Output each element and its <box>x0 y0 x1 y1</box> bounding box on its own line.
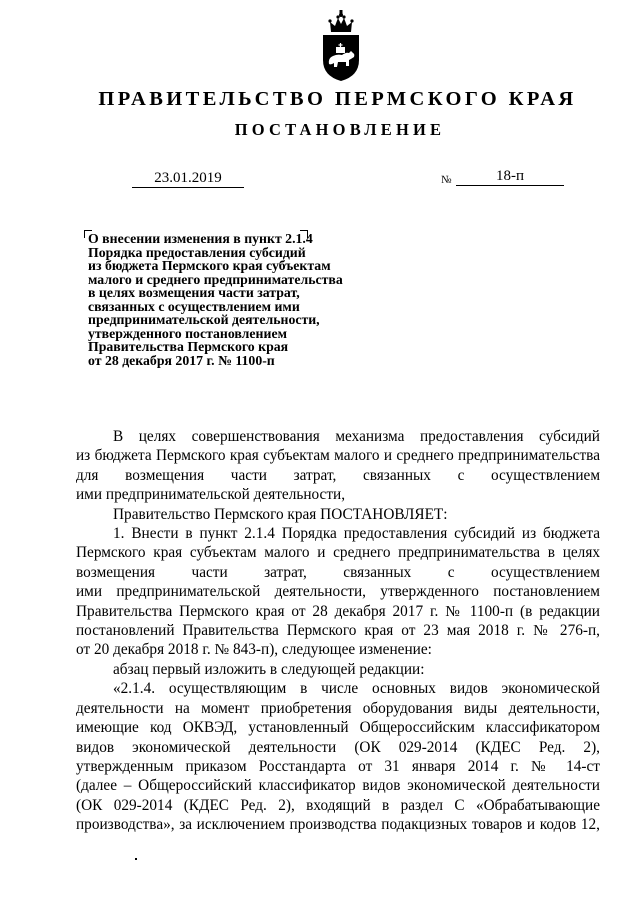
body-line: производства», за исключением производства подакцизных товаров и кодов 12, <box>76 816 600 834</box>
body-line: В целях совершенствования механизма предоставления субсидий <box>113 428 600 445</box>
body-line: от 20 декабря 2018 г. № 843-п), следующее изменение: <box>76 641 432 659</box>
body-line: ими предпринимательской деятельности, утвержденного постановлением <box>76 583 600 601</box>
subject-line: от 28 декабря 2017 г. № 1100-п <box>88 352 275 368</box>
body-line: Правительство Пермского края ПОСТАНОВЛЯЕТ: <box>113 505 448 523</box>
document-subject <box>88 232 378 367</box>
subject-line: из бюджета Пермского края субъектам <box>88 258 331 273</box>
body-line: постановлений Правительства Пермского края от 23 мая 2018 г. № 276-п, <box>76 622 600 640</box>
document-date: 23.01.2019 <box>132 170 244 188</box>
document-body <box>76 427 600 835</box>
subject-line: Порядка предоставления субсидий <box>88 244 306 260</box>
body-line: абзац первый изложить в следующей редакции: <box>113 660 425 678</box>
body-line: для возмещения части затрат, связанных с осуществлением <box>76 466 600 484</box>
document-number: 18-п <box>456 168 564 186</box>
body-line: (ОК 029-2014 (КДЕС Ред. 2), входящий в раздел С «Обрабатывающие <box>76 796 600 814</box>
body-line: видов экономической деятельности (ОК 029-2014 (КДЕС Ред. 2), <box>76 738 600 756</box>
document-type: ПОСТАНОВЛЕНИЕ <box>234 120 446 139</box>
body-line: «2.1.4. осуществляющим в числе основных видов экономической <box>113 680 600 698</box>
scan-dot <box>135 858 137 860</box>
body-line: 1. Внести в пункт 2.1.4 Порядка предоставления субсидий из бюджета <box>113 525 600 543</box>
body-line: имеющие код ОКВЭД, установленный Общероссийским классификатором <box>76 719 600 737</box>
body-line: Пермского края субъектам малого и среднего предпринимательства в целях <box>76 544 600 562</box>
perm-krai-coat-of-arms-icon <box>318 10 364 82</box>
body-line: (далее – Общероссийский классификатор видов экономической деятельности <box>76 777 600 795</box>
subject-line: утвержденного постановлением <box>88 325 287 341</box>
body-line: возмещения части затрат, связанных с осуществлением <box>76 563 600 581</box>
subject-line: Правительства Пермского края <box>88 339 289 354</box>
body-line: деятельности на момент приобретения оборудования виды деятельности, <box>76 699 600 717</box>
government-title: ПРАВИТЕЛЬСТВО ПЕРМСКОГО КРАЯ <box>98 88 577 110</box>
subject-line: малого и среднего предпринимательства <box>88 271 343 287</box>
subject-line: в целях возмещения части затрат, <box>88 285 300 300</box>
subject-line: О внесении изменения в пункт 2.1.4 <box>88 231 313 246</box>
body-line: утвержденным приказом Росстандарта от 31 января 2014 г. № 14-ст <box>76 757 600 775</box>
subject-line: предпринимательской деятельности, <box>88 312 320 327</box>
body-line: Правительства Пермского края от 28 декабря 2017 г. № 1100-п (в редакции <box>76 602 600 620</box>
number-sign: № <box>441 174 452 186</box>
body-line: ими предпринимательской деятельности, <box>76 486 346 504</box>
body-line: из бюджета Пермского края субъектам малого и среднего предпринимательства <box>76 447 600 465</box>
subject-line: связанных с осуществлением ими <box>88 298 300 314</box>
